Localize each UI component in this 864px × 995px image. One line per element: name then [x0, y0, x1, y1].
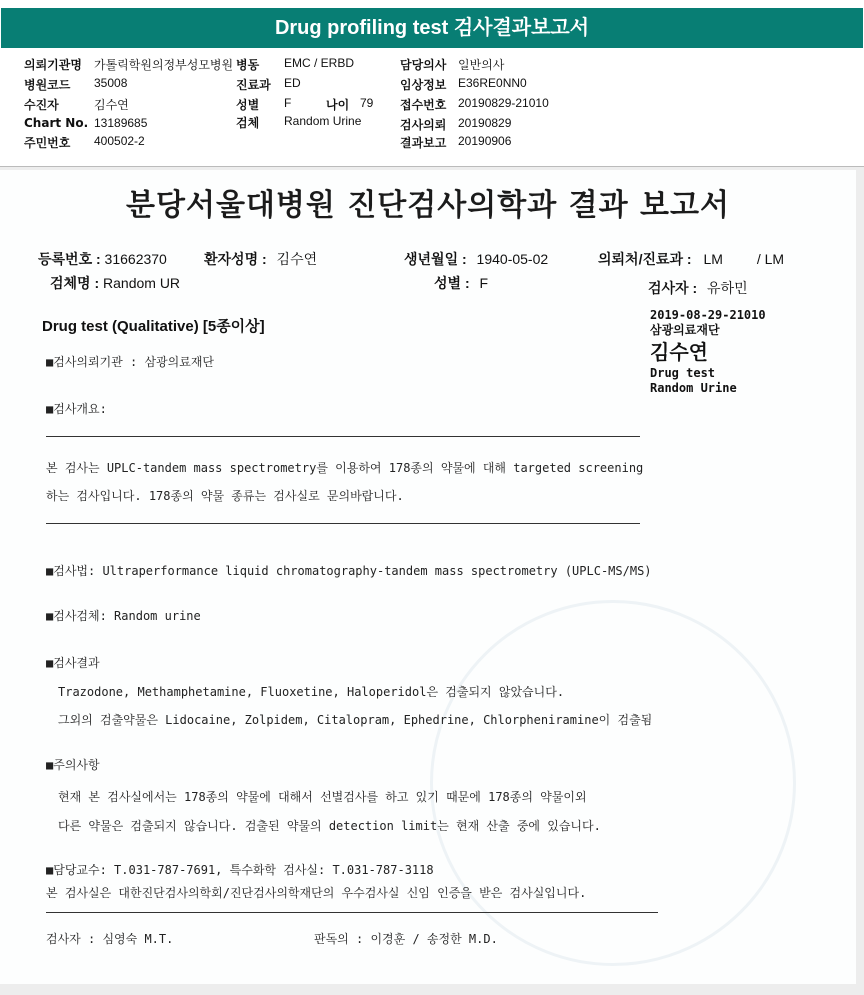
stamp-patient-name: 김수연: [650, 340, 708, 364]
report-sex-label: 성별 :: [434, 275, 470, 291]
method-line: ■검사법: Ultraperformance liquid chromatography-tandem mass spectrometry (UPLC-MS/MS): [46, 564, 652, 578]
overview-line-1: 본 검사는 UPLC-tandem mass spectrometry를 이용하여 178종의 약물에 대해 targeted screening: [46, 461, 644, 475]
report-date-label: 결과보고: [400, 136, 447, 150]
patient-value: 김수연: [94, 98, 129, 112]
scanned-report: [0, 170, 856, 984]
ward-label: 병동: [236, 58, 260, 72]
report-title: 분당서울대병원 진단검사의학과 결과 보고서: [126, 188, 730, 223]
patient-name-value: 김수연: [276, 251, 318, 267]
report-date-value: 20190906: [458, 134, 512, 148]
stamp-test: Drug test: [650, 366, 716, 380]
patient-name-label: 환자성명 :: [204, 251, 267, 267]
age-label: 나이: [326, 98, 350, 112]
registration-value: 31662370: [104, 251, 167, 267]
clinical-value: E36RE0NN0: [458, 76, 527, 90]
patient-label: 수진자: [24, 98, 59, 112]
request-date-label: 검사의뢰: [400, 118, 447, 132]
institution-line: ■검사의뢰기관 : 삼광의료재단: [46, 355, 215, 369]
divider: [46, 523, 640, 524]
result-line-1: Trazodone, Methamphetamine, Fluoxetine, Haloperidol은 검출되지 않았습니다.: [58, 685, 565, 699]
birth-date: [404, 249, 548, 269]
hospital-code-label: 병원코드: [24, 78, 71, 92]
referral-dept: [598, 249, 784, 269]
overview-heading: ■검사개요:: [46, 402, 107, 416]
id-value: 400502-2: [94, 134, 145, 148]
tester-label: 검사자 :: [648, 280, 698, 296]
birth-date-value: 1940-05-02: [476, 251, 549, 267]
summary-panel: [0, 0, 864, 167]
sex-label: 성별: [236, 98, 260, 112]
report-header-title: Drug profiling test 검사결과보고서: [1, 8, 863, 48]
specimen-label: 검체: [236, 116, 260, 130]
requester-label: 의뢰기관명: [24, 58, 82, 72]
doctor-value: 일반의사: [458, 58, 505, 72]
specimen-name-value: Random UR: [103, 275, 181, 291]
registration-label: 등록번호 :: [38, 251, 101, 267]
contact-line: ■담당교수: T.031-787-7691, 특수화학 검사실: T.031-787-3118: [46, 863, 434, 877]
specimen-name: [50, 273, 180, 293]
referral-dept-value-b: / LM: [756, 251, 785, 267]
overview-line-2: 하는 검사입니다. 178종의 약물 종류는 검사실로 문의바랍니다.: [46, 489, 404, 503]
divider: [46, 436, 640, 437]
caution-line-1: 현재 본 검사실에서는 178종의 약물에 대해서 선별검사를 하고 있기 때문에 178종의 약물이외: [58, 790, 587, 804]
certification-line: 본 검사실은 대한진단검사의학회/진단검사의학재단의 우수검사실 신임 인증을 받은 검사실입니다.: [46, 886, 587, 900]
referral-dept-value-a: LM: [703, 251, 723, 267]
sex-value: F: [284, 96, 292, 110]
technologist-line: 검사자 : 심영숙 M.T.: [46, 932, 174, 946]
tester: [648, 278, 748, 298]
dept-value: ED: [284, 76, 301, 90]
report-sex: [434, 273, 488, 293]
specimen-line: ■검사검체: Random urine: [46, 609, 201, 623]
id-label: 주민번호: [24, 136, 71, 150]
dept-label: 진료과: [236, 78, 271, 92]
result-heading: ■검사결과: [46, 656, 100, 670]
receipt-label: 접수번호: [400, 98, 447, 112]
receipt-value: 20190829-21010: [458, 96, 549, 110]
doctor-label: 담당의사: [400, 58, 447, 72]
request-date-value: 20190829: [458, 116, 512, 130]
referral-dept-label: 의뢰처/진료과 :: [598, 251, 692, 267]
stamp-receipt: 2019-08-29-21010: [650, 308, 766, 322]
result-line-2: 그외의 검출약물은 Lidocaine, Zolpidem, Citalopram, Ephedrine, Chlorpheniramine이 검출됨: [58, 713, 653, 727]
chart-label: Chart No.: [24, 116, 89, 130]
divider: [46, 912, 658, 913]
tester-value: 유하민: [707, 280, 748, 296]
registration-number: [38, 249, 167, 269]
report-sex-value: F: [479, 275, 489, 291]
ward-value: EMC / ERBD: [284, 56, 355, 70]
stamp-specimen: Random Urine: [650, 381, 737, 395]
patient-name: [204, 249, 317, 269]
caution-line-2: 다른 약물은 검출되지 않습니다. 검출된 약물의 detection limit는 현재 산출 중에 있습니다.: [58, 819, 601, 833]
test-name: Drug test (Qualitative) [5종이상]: [42, 318, 265, 335]
clinical-label: 임상정보: [400, 78, 447, 92]
age-value: 79: [360, 96, 374, 110]
reading-physician-line: 판독의 : 이경훈 / 송정한 M.D.: [314, 932, 498, 946]
specimen-value: Random Urine: [284, 114, 362, 128]
stamp-institution: 삼광의료재단: [650, 323, 720, 337]
chart-value: 13189685: [94, 116, 148, 130]
hospital-code-value: 35008: [94, 76, 128, 90]
specimen-label-stamp: [650, 308, 766, 396]
requester-value: 가톨릭학원의정부성모병원: [94, 58, 234, 72]
specimen-name-label: 검체명 :: [50, 275, 100, 291]
caution-heading: ■주의사항: [46, 758, 100, 772]
birth-date-label: 생년월일 :: [404, 251, 467, 267]
